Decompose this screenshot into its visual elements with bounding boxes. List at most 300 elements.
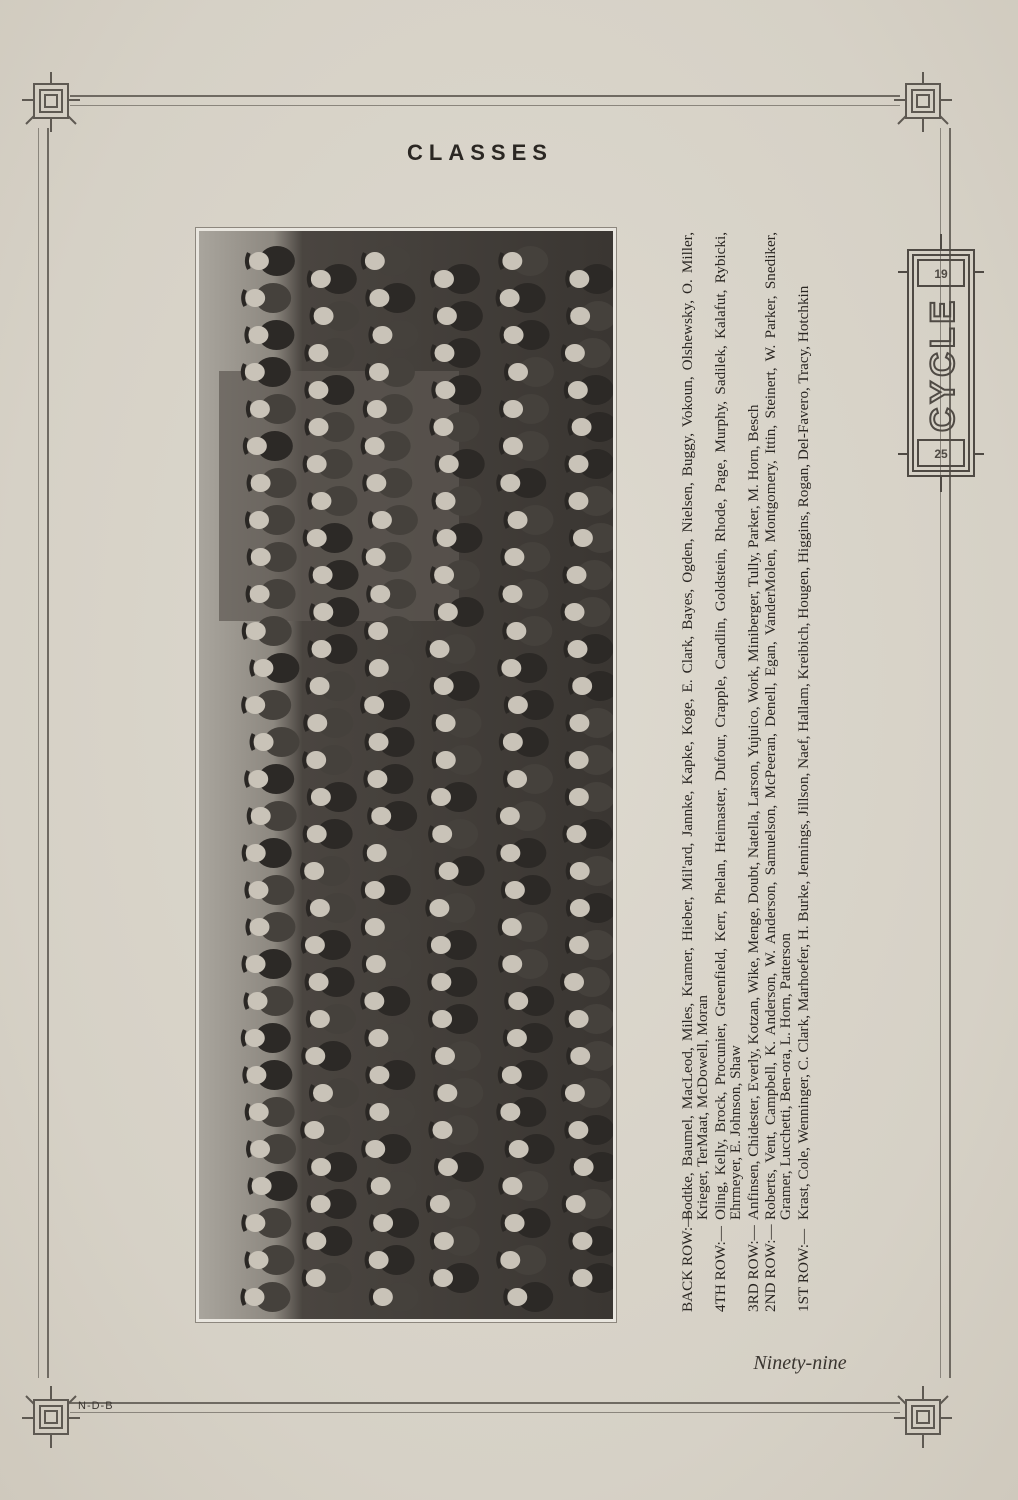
photo-figure-hair	[434, 493, 436, 509]
photo-figure-face	[245, 1214, 265, 1232]
photo-figure-hair	[567, 271, 569, 287]
corner-ornament-icon	[12, 70, 84, 142]
photo-figure-hair	[563, 1085, 565, 1101]
photo-figure-hair	[430, 1011, 432, 1027]
photo-figure-face	[509, 1140, 529, 1158]
photo-figure-hair	[364, 956, 366, 972]
photo-figure-face	[369, 1066, 389, 1084]
photo-figure-face	[569, 270, 589, 288]
photo-figure-face	[572, 1269, 592, 1287]
photo-figure-face	[369, 733, 389, 751]
photo-figure-hair	[568, 308, 570, 324]
photo-figure-hair	[504, 623, 506, 639]
photo-figure-face	[246, 955, 266, 973]
photo-figure-face	[566, 825, 586, 843]
photo-figure-hair	[305, 826, 307, 842]
photo-figure-face	[366, 955, 386, 973]
photo-figure-hair	[303, 1048, 305, 1064]
photo-figure-hair	[363, 919, 365, 935]
photo-figure-face	[248, 326, 268, 344]
photo-figure-face	[245, 696, 265, 714]
photo-figure-face	[568, 1121, 588, 1139]
photo-figure-face	[429, 899, 449, 917]
photo-figure-hair	[367, 1104, 369, 1120]
photo-figure-face	[572, 677, 592, 695]
row-names: Krast, Cole, Wenninger, C. Clark, Marhoefer, H. Burke, Jennings, Jillson, Naef, Hallam, Kreibich, Hougen, Higgins, Rogan, Del-Favero, Tracy, Hotchkin	[794, 285, 812, 1220]
photo-figure-face	[364, 992, 384, 1010]
page-number: Ninety-nine	[753, 1352, 847, 1374]
photo-figure-hair	[363, 1141, 365, 1157]
photo-figure-face	[373, 1288, 393, 1306]
photo-figure-hair	[365, 845, 367, 861]
photo-figure-hair	[432, 1233, 434, 1249]
photo-figure-hair	[368, 586, 370, 602]
photo-figure-hair	[564, 826, 566, 842]
photo-figure-face	[434, 344, 454, 362]
photo-figure-hair	[498, 290, 500, 306]
photo-figure-hair	[246, 882, 248, 898]
photo-figure-hair	[302, 1122, 304, 1138]
photo-figure-hair	[252, 734, 254, 750]
photo-figure-hair	[503, 882, 505, 898]
photo-figure-face	[570, 899, 590, 917]
photo-figure-hair	[498, 475, 500, 491]
photo-figure-hair	[506, 512, 508, 528]
photo-figure-face	[437, 307, 457, 325]
photo-figure-hair	[243, 1215, 245, 1231]
photo-figure-hair	[247, 1252, 249, 1268]
photo-figure-hair	[304, 752, 306, 768]
photo-figure-face	[246, 844, 266, 862]
cycle-emblem-icon	[896, 232, 986, 494]
photo-figure-hair	[365, 771, 367, 787]
photo-figure-face	[574, 1158, 594, 1176]
photo-figure-hair	[506, 993, 508, 1009]
photo-figure-face	[434, 1232, 454, 1250]
photo-figure-face	[245, 1029, 265, 1047]
photo-figure-face	[304, 862, 324, 880]
photo-figure-face	[435, 1047, 455, 1065]
frame-top-line	[70, 95, 900, 106]
photo-figure-face	[502, 1177, 522, 1195]
photo-figure-hair	[570, 1233, 572, 1249]
photo-figure-hair	[500, 253, 502, 269]
photo-figure-face	[368, 1029, 388, 1047]
photo-figure-hair	[363, 438, 365, 454]
photo-figure-hair	[429, 974, 431, 990]
photo-figure-face	[367, 400, 387, 418]
photo-figure-hair	[364, 475, 366, 491]
photo-figure-face	[564, 973, 584, 991]
row-names: Roberts, Vent, Campbell, K. Anderson, W. Anderson, Samuelson, McPeeran, Denell, Egan, VanderMolen, Montgomery, Ittin, Steinert, W. Parker, Snediker, Gramer, Lucchetti, Ben-ora, L. Horn, Patterson	[762, 232, 795, 1220]
photo-figure-face	[311, 1195, 331, 1213]
photo-figure-face	[500, 1103, 520, 1121]
photo-figure-hair	[427, 900, 429, 916]
photo-figure-face	[569, 936, 589, 954]
photo-figure-hair	[247, 512, 249, 528]
photo-figure-hair	[498, 808, 500, 824]
photo-figure-face	[508, 511, 528, 529]
photo-figure-hair	[433, 1048, 435, 1064]
emblem-monogram-bottom: 25	[934, 447, 948, 461]
row-label: 4TH ROW:—	[711, 1226, 729, 1312]
photo-figure-face	[309, 973, 329, 991]
photo-figure-face	[433, 418, 453, 436]
photo-figure-hair	[244, 845, 246, 861]
photo-figure-face	[433, 1269, 453, 1287]
photo-figure-hair	[433, 382, 435, 398]
photo-figure-face	[500, 289, 520, 307]
photo-figure-face	[365, 881, 385, 899]
photo-figure-hair	[249, 475, 251, 491]
photo-figure-face	[437, 1084, 457, 1102]
photo-figure-hair	[369, 808, 371, 824]
photo-figure-face	[371, 1177, 391, 1195]
class-group-photo	[196, 228, 616, 1322]
photo-figure-face	[372, 511, 392, 529]
photo-figure-hair	[304, 1270, 306, 1286]
photo-figure-face	[373, 1214, 393, 1232]
photo-figure-hair	[245, 438, 247, 454]
photo-figure-hair	[242, 1289, 244, 1305]
photo-figure-face	[367, 844, 387, 862]
emblem-letters: CYCLE	[924, 296, 962, 432]
photo-figure-hair	[432, 271, 434, 287]
photo-figure-face	[502, 1066, 522, 1084]
photo-figure-hair	[435, 1085, 437, 1101]
caption-row	[680, 232, 711, 1312]
photo-figure-hair	[572, 1159, 574, 1175]
photo-figure-face	[248, 770, 268, 788]
frame-left-line	[38, 128, 49, 1378]
photo-figure-hair	[303, 937, 305, 953]
photo-figure-hair	[251, 660, 253, 676]
photo-figure-face	[306, 1232, 326, 1250]
photo-figure-hair	[309, 1159, 311, 1175]
photo-figure-face	[365, 1140, 385, 1158]
photo-figure-hair	[307, 419, 309, 435]
photo-figure-hair	[311, 1085, 313, 1101]
photo-figure-face	[249, 511, 269, 529]
photo-figure-face	[569, 714, 589, 732]
photo-figure-face	[500, 474, 520, 492]
photo-figure-face	[434, 677, 454, 695]
photo-figure-face	[502, 918, 522, 936]
photo-figure-hair	[370, 512, 372, 528]
photo-figure-face	[252, 1177, 272, 1195]
photo-figure-hair	[248, 586, 250, 602]
photo-figure-hair	[432, 678, 434, 694]
photo-figure-hair	[306, 345, 308, 361]
photo-figure-hair	[498, 845, 500, 861]
photo-figure-face	[366, 474, 386, 492]
photo-figure-face	[508, 696, 528, 714]
photo-figure-hair	[567, 752, 569, 768]
photo-figure-hair	[566, 456, 568, 472]
photo-figure-hair	[570, 1270, 572, 1286]
photo-figure-face	[248, 992, 268, 1010]
photo-figure-hair	[244, 623, 246, 639]
photo-figure-hair	[562, 974, 564, 990]
photo-figure-hair	[564, 567, 566, 583]
photo-figure-face	[248, 881, 268, 899]
photo-figure-face	[503, 733, 523, 751]
photo-figure-hair	[371, 1289, 373, 1305]
photo-figure-hair	[302, 863, 304, 879]
photo-figure-face	[438, 603, 458, 621]
photo-figure-hair	[247, 1104, 249, 1120]
photo-figure-hair	[566, 382, 568, 398]
photo-figure-hair	[366, 623, 368, 639]
photo-figure-face	[313, 1084, 333, 1102]
photo-figure-face	[305, 936, 325, 954]
corner-ornament-icon	[12, 1378, 84, 1450]
caption-row	[763, 232, 794, 1312]
photo-figure-face	[245, 363, 265, 381]
photo-figure-face	[431, 936, 451, 954]
photo-figure-hair	[500, 586, 502, 602]
photo-figure-face	[365, 252, 385, 270]
corner-ornament-icon	[890, 70, 962, 142]
photo-figure-hair	[502, 327, 504, 343]
photo-figure-face	[500, 1251, 520, 1269]
photo-figure-face	[244, 1288, 264, 1306]
photo-figure-face	[369, 363, 389, 381]
photo-figure-face	[439, 862, 459, 880]
photo-figure-face	[431, 973, 451, 991]
photo-figure-face	[570, 1047, 590, 1065]
photo-figure-hair	[500, 919, 502, 935]
caption-row	[713, 232, 744, 1312]
photo-figure-face	[437, 529, 457, 547]
photo-figure-face	[251, 548, 271, 566]
photo-figure-hair	[499, 660, 501, 676]
photo-figure-face	[572, 418, 592, 436]
photo-figure-hair	[362, 993, 364, 1009]
photo-figure-hair	[248, 401, 250, 417]
photo-figure-hair	[246, 327, 248, 343]
photo-figure-face	[372, 326, 392, 344]
photo-figure-face	[310, 899, 330, 917]
photo-figure-hair	[568, 863, 570, 879]
photo-figure-face	[568, 381, 588, 399]
photo-figure-hair	[437, 863, 439, 879]
photo-figure-hair	[309, 641, 311, 657]
corner-ornament-icon	[890, 1378, 962, 1450]
photo-figure-face	[250, 1140, 270, 1158]
photo-figure-face	[573, 529, 593, 547]
row-names: Anfinsen, Chidester, Everly, Kotzan, Wike, Menge, Doubt, Natella, Larson, Yujuico, Work, Miniberger, Tully, Parker, M. Horn, Besch	[744, 404, 762, 1220]
photo-figure-hair	[246, 993, 248, 1009]
row-label: 3RD ROW:—	[744, 1225, 762, 1312]
photo-figure-hair	[501, 438, 503, 454]
photo-figure-face	[431, 788, 451, 806]
photo-figure-hair	[567, 715, 569, 731]
photo-figure-face	[251, 474, 271, 492]
photo-figure-hair	[432, 567, 434, 583]
photo-figure-hair	[246, 771, 248, 787]
photo-figure-face	[567, 640, 587, 658]
photo-figure-hair	[243, 697, 245, 713]
photo-figure-hair	[505, 1030, 507, 1046]
photo-figure-hair	[498, 1104, 500, 1120]
photo-figure-hair	[366, 1030, 368, 1046]
engraver-signature: N-D-B	[78, 1400, 114, 1412]
photo-figure-hair	[247, 253, 249, 269]
photo-figure-hair	[571, 530, 573, 546]
photo-figure-hair	[309, 271, 311, 287]
photo-figure-face	[247, 437, 267, 455]
photo-figure-hair	[570, 678, 572, 694]
photo-figure-face	[507, 1029, 527, 1047]
photo-figure-face	[500, 844, 520, 862]
row-label: BACK ROW:—	[679, 1211, 696, 1312]
photo-figure-hair	[243, 364, 245, 380]
photo-figure-face	[370, 585, 390, 603]
photo-figure-hair	[244, 1067, 246, 1083]
photo-figure-face	[436, 714, 456, 732]
photo-figure-face	[245, 289, 265, 307]
photo-figure-hair	[249, 808, 251, 824]
photo-figure-face	[566, 1195, 586, 1213]
photo-figure-hair	[363, 253, 365, 269]
photo-figure-hair	[247, 919, 249, 935]
photo-figure-hair	[505, 1289, 507, 1305]
photo-figure-hair	[308, 678, 310, 694]
photo-figure-face	[365, 918, 385, 936]
page-title: CLASSES	[407, 140, 553, 165]
photo-figure-face	[503, 437, 523, 455]
photo-figure-hair	[309, 1196, 311, 1212]
photo-figure-hair	[500, 956, 502, 972]
photo-figure-hair	[436, 1159, 438, 1175]
photo-figure-face	[311, 492, 331, 510]
photo-figure-face	[568, 492, 588, 510]
photo-figure-face	[368, 622, 388, 640]
photo-figure-hair	[311, 604, 313, 620]
photo-figure-face	[254, 733, 274, 751]
photo-figure-hair	[428, 1196, 430, 1212]
photo-figure-hair	[501, 401, 503, 417]
photo-figure-face	[565, 603, 585, 621]
photo-figure-face	[309, 418, 329, 436]
photo-figure-face	[436, 492, 456, 510]
photo-figure-face	[503, 400, 523, 418]
photo-figure-face	[500, 807, 520, 825]
row-label: 1ST ROW:—	[794, 1228, 812, 1312]
photo-figure-hair	[566, 493, 568, 509]
photo-figure-face	[502, 955, 522, 973]
photo-figure-face	[308, 381, 328, 399]
photo-figure-face	[502, 252, 522, 270]
photo-figure-face	[565, 344, 585, 362]
photo-figure-face	[570, 307, 590, 325]
photo-figure-face	[250, 400, 270, 418]
photo-figure-face	[572, 1232, 592, 1250]
photo-figure-face	[249, 918, 269, 936]
photo-figure-hair	[431, 419, 433, 435]
photo-figure-face	[369, 1103, 389, 1121]
photo-figure-face	[439, 455, 459, 473]
photo-figure-hair	[305, 456, 307, 472]
photo-figure-hair	[505, 771, 507, 787]
photo-figure-face	[432, 825, 452, 843]
photo-figure-face	[249, 252, 269, 270]
photo-figure-hair	[309, 493, 311, 509]
photo-figure-face	[504, 548, 524, 566]
photo-figure-face	[307, 455, 327, 473]
photo-figure-hair	[565, 641, 567, 657]
photo-figure-hair	[367, 734, 369, 750]
photo-figure-face	[367, 770, 387, 788]
photo-figure-face	[250, 585, 270, 603]
row-names: Oling, Kelly, Brock, Procunier, Greenfield, Kerr, Phelan, Heimaster, Dufour, Crapple, Candlin, Goldstein, Rhode, Page, Murphy, Sadilek, Kalafut, Rybicki, Ehrmeyer, E. Johnson, Shaw	[711, 232, 745, 1220]
photo-figure-hair	[567, 789, 569, 805]
photo-figure-face	[501, 659, 521, 677]
photo-figure-hair	[367, 1067, 369, 1083]
photo-figure-face	[246, 1066, 266, 1084]
photo-figure-face	[253, 659, 273, 677]
photo-figure-face	[435, 381, 455, 399]
photo-figure-face	[306, 751, 326, 769]
photo-figure-hair	[507, 1141, 509, 1157]
photo-figure-face	[430, 640, 450, 658]
photo-figure-face	[369, 659, 389, 677]
photo-figure-hair	[430, 826, 432, 842]
frame-bottom-line	[70, 1402, 900, 1413]
photo-figure-face	[249, 1103, 269, 1121]
photo-figure-face	[507, 1288, 527, 1306]
photo-figure-face	[314, 307, 334, 325]
photo-figure-hair	[312, 308, 314, 324]
photo-figure-hair	[563, 345, 565, 361]
photo-figure-hair	[367, 364, 369, 380]
photo-figure-face	[311, 1158, 331, 1176]
photo-figure-face	[502, 585, 522, 603]
photo-figure-hair	[308, 1011, 310, 1027]
photo-figure-face	[371, 807, 391, 825]
photo-figure-hair	[305, 715, 307, 731]
photo-figure-face	[508, 992, 528, 1010]
photo-figure-hair	[501, 734, 503, 750]
photo-figure-face	[311, 640, 331, 658]
photo-figure-hair	[243, 290, 245, 306]
photo-figure-face	[369, 289, 389, 307]
photo-figure-hair	[429, 937, 431, 953]
photo-figure-hair	[365, 401, 367, 417]
photo-figure-hair	[432, 345, 434, 361]
photo-figure-face	[508, 363, 528, 381]
photo-figure-face	[313, 603, 333, 621]
photo-figure-hair	[503, 1215, 505, 1231]
photo-figure-hair	[435, 530, 437, 546]
photo-figure-face	[566, 566, 586, 584]
caption-row	[796, 232, 811, 1312]
photo-figure-hair	[371, 1215, 373, 1231]
photo-figure-face	[365, 437, 385, 455]
photo-figure-face	[568, 455, 588, 473]
photo-figure-hair	[249, 549, 251, 565]
photo-figure-hair	[570, 419, 572, 435]
photo-figure-face	[306, 1269, 326, 1287]
photo-figure-face	[313, 566, 333, 584]
photo-figure-hair	[367, 1252, 369, 1268]
photo-figure-face	[308, 344, 328, 362]
photo-figure-hair	[250, 1178, 252, 1194]
photo-figure-face	[438, 1158, 458, 1176]
photo-caption	[680, 232, 840, 1312]
row-names: Bodtke, Baumel, MacLeod, Miles, Kramer, Hieber, Mil'ard, Jannke, Kapke, Koge, E. Clark, Bayes, Ogden, Nielsen, Buggy, Vokoun, Olshewsky, O. Miller, Krieger, TerMaat, McDowell, Moran	[679, 232, 712, 1220]
